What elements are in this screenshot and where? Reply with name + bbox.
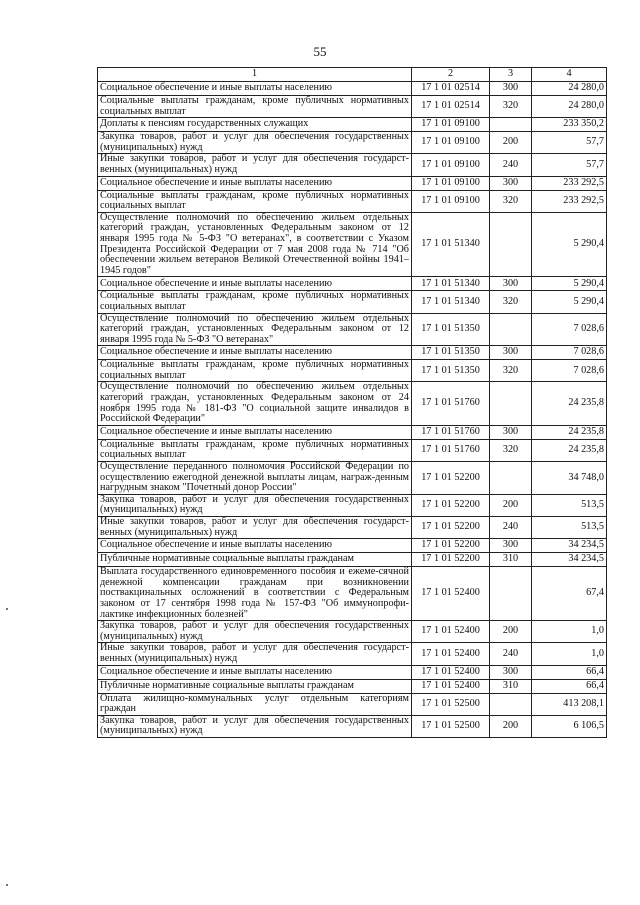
row-name-cell: Социальное обеспечение и иные выплаты населению <box>98 176 412 190</box>
row-name-cell: Социальное обеспечение и иные выплаты населению <box>98 82 412 96</box>
row-type-cell: 240 <box>490 517 532 539</box>
row-code-cell: 17 1 01 09100 <box>412 118 490 132</box>
row-code-cell: 17 1 01 51340 <box>412 212 490 277</box>
row-sum-cell: 24 235,8 <box>532 425 607 439</box>
row-code-cell: 17 1 01 52400 <box>412 621 490 643</box>
row-type-cell: 300 <box>490 82 532 96</box>
table-row <box>98 382 607 425</box>
table-row <box>98 291 607 313</box>
row-sum-cell: 34 234,5 <box>532 553 607 567</box>
row-sum-cell: 7 028,6 <box>532 346 607 360</box>
row-code-cell: 17 1 01 02514 <box>412 96 490 118</box>
row-sum-cell: 1,0 <box>532 621 607 643</box>
row-name-cell: Оплата жилищно-коммунальных услуг отдельным категориям граждан <box>98 693 412 715</box>
header-col-3: 3 <box>490 68 532 82</box>
row-name-cell: Иные закупки товаров, работ и услуг для обеспечения государст-венных (муниципальных) нужд <box>98 154 412 176</box>
row-code-cell: 17 1 01 52500 <box>412 693 490 715</box>
scan-speck <box>6 884 8 886</box>
row-sum-cell: 24 235,8 <box>532 439 607 461</box>
row-name-cell: Публичные нормативные социальные выплаты гражданам <box>98 679 412 693</box>
table-row <box>98 313 607 346</box>
row-code-cell: 17 1 01 09100 <box>412 132 490 154</box>
row-type-cell <box>490 212 532 277</box>
row-code-cell: 17 1 01 52500 <box>412 715 490 737</box>
row-name-cell: Закупка товаров, работ и услуг для обеспечения государственных (муниципальных) нужд <box>98 494 412 516</box>
row-name-cell: Социальные выплаты гражданам, кроме публичных нормативных социальных выплат <box>98 291 412 313</box>
row-name-cell: Выплата государственного единовременного пособия и ежеме-сячной денежной компенсации гражданам при возникновении поствакцинальных осложнений в соответствии с Федеральным законом от 17 сентября 1998 года № 157-ФЗ "Об иммунопрофи-лактике инфекционных болезней" <box>98 567 412 621</box>
row-name-cell: Социальное обеспечение и иные выплаты населению <box>98 539 412 553</box>
row-type-cell: 320 <box>490 360 532 382</box>
table-row <box>98 665 607 679</box>
row-type-cell <box>490 382 532 425</box>
row-name-cell: Закупка товаров, работ и услуг для обеспечения государственных (муниципальных) нужд <box>98 132 412 154</box>
row-code-cell: 17 1 01 51760 <box>412 382 490 425</box>
row-sum-cell: 66,4 <box>532 665 607 679</box>
row-type-cell: 300 <box>490 665 532 679</box>
row-name-cell: Закупка товаров, работ и услуг для обеспечения государственных (муниципальных) нужд <box>98 621 412 643</box>
row-code-cell: 17 1 01 52400 <box>412 567 490 621</box>
row-type-cell: 320 <box>490 96 532 118</box>
table-row <box>98 212 607 277</box>
row-code-cell: 17 1 01 52200 <box>412 553 490 567</box>
row-code-cell: 17 1 01 52200 <box>412 462 490 495</box>
row-code-cell: 17 1 01 51340 <box>412 291 490 313</box>
row-name-cell: Осуществление полномочий по обеспечению жильем отдельных категорий граждан, установленных Федеральным законом от 12 января 1995 года № 5-ФЗ "О ветеранах", в соответствии с Указом Президента Российской Федерации от 7 мая 2008 года № 714 "Об обеспечении жильем ветеранов Великой Отечественной войны 1941–1945 годов" <box>98 212 412 277</box>
row-name-cell: Социальное обеспечение и иные выплаты населению <box>98 425 412 439</box>
row-name-cell: Доплаты к пенсиям государственных служащих <box>98 118 412 132</box>
row-sum-cell: 66,4 <box>532 679 607 693</box>
row-sum-cell: 7 028,6 <box>532 360 607 382</box>
table-row <box>98 494 607 516</box>
table-row <box>98 553 607 567</box>
row-code-cell: 17 1 01 09100 <box>412 154 490 176</box>
table-row <box>98 118 607 132</box>
row-code-cell: 17 1 01 51350 <box>412 360 490 382</box>
table-row <box>98 621 607 643</box>
row-type-cell: 200 <box>490 621 532 643</box>
header-col-4: 4 <box>532 68 607 82</box>
row-name-cell: Осуществление полномочий по обеспечению жильем отдельных категорий граждан, установленных Федеральным законом от 24 ноября 1995 года № 181-ФЗ "О социальной защите инвалидов в Российской Федерации" <box>98 382 412 425</box>
row-type-cell: 240 <box>490 154 532 176</box>
row-type-cell: 200 <box>490 132 532 154</box>
row-sum-cell: 5 290,4 <box>532 291 607 313</box>
table-row <box>98 439 607 461</box>
table-row <box>98 176 607 190</box>
row-type-cell: 310 <box>490 553 532 567</box>
row-code-cell: 17 1 01 09100 <box>412 176 490 190</box>
row-code-cell: 17 1 01 51350 <box>412 313 490 346</box>
row-type-cell: 320 <box>490 291 532 313</box>
row-code-cell: 17 1 01 52400 <box>412 643 490 665</box>
row-sum-cell: 57,7 <box>532 132 607 154</box>
table-header-row <box>98 68 607 82</box>
row-code-cell: 17 1 01 51760 <box>412 439 490 461</box>
row-type-cell: 200 <box>490 715 532 737</box>
row-code-cell: 17 1 01 51340 <box>412 277 490 291</box>
row-sum-cell: 5 290,4 <box>532 212 607 277</box>
table-row <box>98 96 607 118</box>
row-name-cell: Социальное обеспечение и иные выплаты населению <box>98 665 412 679</box>
row-name-cell: Социальное обеспечение и иные выплаты населению <box>98 277 412 291</box>
row-type-cell: 300 <box>490 277 532 291</box>
table-row <box>98 425 607 439</box>
row-sum-cell: 513,5 <box>532 517 607 539</box>
row-type-cell: 300 <box>490 176 532 190</box>
table-row <box>98 715 607 737</box>
table-row <box>98 82 607 96</box>
row-name-cell: Осуществление переданного полномочия Российской Федерации по осуществлению ежегодной денежной выплаты лицам, награж-денным нагрудным знаком "Почетный донор России" <box>98 462 412 495</box>
table-body <box>98 82 607 738</box>
table-row <box>98 539 607 553</box>
row-code-cell: 17 1 01 52400 <box>412 665 490 679</box>
row-type-cell <box>490 313 532 346</box>
table-row <box>98 346 607 360</box>
header-col-1: 1 <box>98 68 412 82</box>
row-sum-cell: 57,7 <box>532 154 607 176</box>
row-code-cell: 17 1 01 51760 <box>412 425 490 439</box>
row-type-cell <box>490 693 532 715</box>
row-name-cell: Публичные нормативные социальные выплаты гражданам <box>98 553 412 567</box>
table-row <box>98 693 607 715</box>
row-sum-cell: 7 028,6 <box>532 313 607 346</box>
table-row <box>98 190 607 212</box>
table-row <box>98 462 607 495</box>
row-name-cell: Социальное обеспечение и иные выплаты населению <box>98 346 412 360</box>
row-sum-cell: 34 748,0 <box>532 462 607 495</box>
page-number: 55 <box>313 44 327 59</box>
row-sum-cell: 233 292,5 <box>532 190 607 212</box>
row-name-cell: Социальные выплаты гражданам, кроме публичных нормативных социальных выплат <box>98 360 412 382</box>
row-name-cell: Иные закупки товаров, работ и услуг для обеспечения государст-венных (муниципальных) нужд <box>98 517 412 539</box>
row-sum-cell: 24 280,0 <box>532 96 607 118</box>
table-row <box>98 360 607 382</box>
row-type-cell: 300 <box>490 539 532 553</box>
row-sum-cell: 24 280,0 <box>532 82 607 96</box>
row-type-cell: 300 <box>490 346 532 360</box>
row-sum-cell: 1,0 <box>532 643 607 665</box>
row-name-cell: Иные закупки товаров, работ и услуг для обеспечения государст-венных (муниципальных) нужд <box>98 643 412 665</box>
row-code-cell: 17 1 01 52200 <box>412 494 490 516</box>
row-code-cell: 17 1 01 09100 <box>412 190 490 212</box>
table-row <box>98 277 607 291</box>
row-code-cell: 17 1 01 02514 <box>412 82 490 96</box>
row-name-cell: Социальные выплаты гражданам, кроме публичных нормативных социальных выплат <box>98 439 412 461</box>
row-code-cell: 17 1 01 51350 <box>412 346 490 360</box>
row-sum-cell: 24 235,8 <box>532 382 607 425</box>
budget-table <box>97 67 607 738</box>
row-code-cell: 17 1 01 52400 <box>412 679 490 693</box>
row-sum-cell: 233 292,5 <box>532 176 607 190</box>
row-type-cell: 200 <box>490 494 532 516</box>
table-row <box>98 517 607 539</box>
row-sum-cell: 513,5 <box>532 494 607 516</box>
table-row <box>98 567 607 621</box>
row-sum-cell: 6 106,5 <box>532 715 607 737</box>
row-sum-cell: 233 350,2 <box>532 118 607 132</box>
header-col-2: 2 <box>412 68 490 82</box>
row-type-cell <box>490 462 532 495</box>
table-row <box>98 679 607 693</box>
row-type-cell <box>490 567 532 621</box>
row-name-cell: Осуществление полномочий по обеспечению жильем отдельных категорий граждан, установленных Федеральным законом от 12 января 1995 года № 5-ФЗ "О ветеранах" <box>98 313 412 346</box>
row-name-cell: Социальные выплаты гражданам, кроме публичных нормативных социальных выплат <box>98 190 412 212</box>
row-type-cell: 320 <box>490 439 532 461</box>
table-row <box>98 154 607 176</box>
row-sum-cell: 5 290,4 <box>532 277 607 291</box>
row-type-cell: 320 <box>490 190 532 212</box>
row-name-cell: Закупка товаров, работ и услуг для обеспечения государственных (муниципальных) нужд <box>98 715 412 737</box>
row-type-cell: 240 <box>490 643 532 665</box>
row-code-cell: 17 1 01 52200 <box>412 517 490 539</box>
row-sum-cell: 67,4 <box>532 567 607 621</box>
scan-speck <box>6 608 8 610</box>
table-row <box>98 132 607 154</box>
row-code-cell: 17 1 01 52200 <box>412 539 490 553</box>
row-sum-cell: 34 234,5 <box>532 539 607 553</box>
row-type-cell: 310 <box>490 679 532 693</box>
row-name-cell: Социальные выплаты гражданам, кроме публичных нормативных социальных выплат <box>98 96 412 118</box>
row-sum-cell: 413 208,1 <box>532 693 607 715</box>
row-type-cell: 300 <box>490 425 532 439</box>
row-type-cell <box>490 118 532 132</box>
table-row <box>98 643 607 665</box>
